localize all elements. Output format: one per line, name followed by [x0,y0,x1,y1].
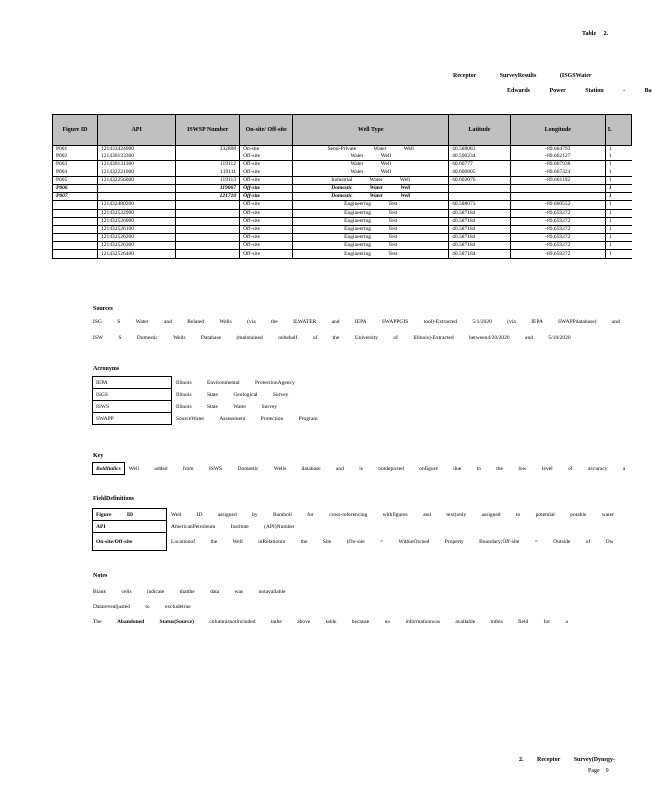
cell-l: 1 [605,193,631,201]
cell-iswsp [176,217,240,225]
cell-api: 121432256000 [97,176,175,184]
cell-figure-id: P007 [53,193,98,201]
cell-iswsp [176,201,240,209]
cell-iswsp [176,234,240,242]
cell-well-type: Engineering Test [293,225,449,233]
key-row: BoldItalics Well added from ISWS Domestic Wells database and is notdepicted onfigure due to the low level of accuracy a [93,463,629,475]
cell-well-type: Water Well [293,169,449,177]
acronyms-heading: Acronyms [93,366,120,372]
cell-api: 121432526200 [97,234,175,242]
sources-heading: Sources [93,306,113,312]
table-row [53,176,632,184]
col-figure-id: Figure ID [53,115,98,146]
cell-latitude: 40.587184 [449,217,511,225]
cell-latitude [449,193,511,201]
col-api: API [97,115,175,146]
cell-iswsp: 119112 [176,161,240,169]
cell-site: Off-site [240,250,293,258]
cell-well-type: Domestic Water Well [293,193,449,201]
cell-longitude [510,193,605,201]
table-row [53,146,632,154]
notes-line-1: Blank cells indicate thatthe data was notavailable [93,589,286,595]
cell-l: 1 [605,250,631,258]
col-iswsp: ISWSP Number [176,115,240,146]
cell-site: Off-site [240,242,293,250]
cell-iswsp [176,242,240,250]
cell-l: 1 [605,217,631,225]
table-row [53,242,632,250]
cell-l: 1 [605,234,631,242]
table-row [53,193,632,201]
cell-latitude: 40.60777 [449,161,511,169]
table-label: Table 2. [582,31,609,37]
cell-l: 1 [605,201,631,209]
cell-l: 1 [605,176,631,184]
cell-well-type: Engineering Test [293,209,449,217]
table-header-row [53,115,632,146]
cell-latitude: 40.588073 [449,201,511,209]
sources-line-1: ISG S Water and Related Wells (via the ILWATER and IEPA SWAPPGIS tool)-Extracted 5/1/2020 (via IEPA SWAPPdatabase) and [93,319,620,325]
cell-iswsp: 119113 [176,176,240,184]
definition-row: On-site/Off-site Locationof the Well inRelationto the Site (On-site = WithinOwned Property Boundary;Off-site = Outside of Ow [93,533,618,551]
table-row [53,250,632,258]
cell-figure-id [53,217,98,225]
cell-l: 1 [605,225,631,233]
cell-api: 121432522900 [97,209,175,217]
cell-l: 1 [605,169,631,177]
cell-l: 1 [605,242,631,250]
cell-longitude: -89.659272 [510,225,605,233]
cell-l: 1 [605,184,631,192]
cell-longitude: -89.659272 [510,250,605,258]
cell-well-type: Industrial Water Well [293,176,449,184]
cell-site: Off-site [240,193,293,201]
cell-api: 121432526000 [97,217,175,225]
cell-iswsp: 332808 [176,146,240,154]
table-row [53,184,632,192]
cell-iswsp: 121710 [176,193,240,201]
cell-latitude: 40.587184 [449,242,511,250]
cell-figure-id [53,242,98,250]
cell-site: On-site [240,146,293,154]
cell-site: Off-site [240,209,293,217]
cell-figure-id [53,201,98,209]
cell-figure-id: P005 [53,176,98,184]
cell-l: 1 [605,146,631,154]
table-row [53,161,632,169]
key-table [92,462,628,475]
cell-site: Off-site [240,201,293,209]
acronym-row: SWAPP SourceWater Assessment Protection Program [93,413,321,425]
cell-site: Off-site [240,225,293,233]
cell-figure-id: P004 [53,169,98,177]
cell-longitude: -89.661192 [510,176,605,184]
cell-latitude: 40.587184 [449,234,511,242]
cell-longitude: -89.664793 [510,146,605,154]
footer-line-1: 2. Receptor Survey(Dynegy- [519,757,616,763]
cell-longitude [510,184,605,192]
cell-api: 121432480200 [97,201,175,209]
cell-well-type: Engineering Test [293,201,449,209]
page-number: Page 9 [588,768,609,774]
key-heading: Key [93,453,104,459]
cell-iswsp: 119067 [176,184,240,192]
title-line-2: Edwards Power Station - Ba [507,88,652,94]
cell-api: 121430133300 [97,153,175,161]
cell-well-type: Domestic Water Well [293,184,449,192]
acronym-row: IEPA Illinois Environmental ProtectionAgency [93,377,321,389]
cell-latitude: 40.600805 [449,169,511,177]
cell-latitude: 40.587184 [449,209,511,217]
table-row [53,169,632,177]
table-row [53,217,632,225]
cell-figure-id [53,250,98,258]
cell-well-type: Engineering Test [293,242,449,250]
field-definitions-heading: FieldDefinitions [93,496,135,502]
notes-heading: Notes [93,573,108,579]
col-longitude: Longitude [510,115,605,146]
cell-latitude: 40.602076 [449,176,511,184]
cell-longitude: -89.659272 [510,234,605,242]
cell-iswsp [176,225,240,233]
definition-row: API AmericanPetroleum Institute (API)Number [93,521,618,533]
table-row [53,201,632,209]
table-row [53,153,632,161]
cell-site: Off-site [240,153,293,161]
cell-latitude: 40.587184 [449,225,511,233]
cell-well-type: Semi-Private Water Well [293,146,449,154]
cell-iswsp: 119111 [176,169,240,177]
field-definitions-table [92,508,618,551]
cell-well-type: Water Well [293,153,449,161]
cell-api: 121432221000 [97,169,175,177]
table-row [53,234,632,242]
cell-api: 121430131300 [97,161,175,169]
receptor-survey-table [52,114,632,259]
cell-iswsp [176,153,240,161]
cell-api: 121432526400 [97,250,175,258]
cell-site: Off-site [240,234,293,242]
cell-site: Off-site [240,217,293,225]
cell-longitude: -89.667324 [510,169,605,177]
cell-well-type: Engineering Test [293,234,449,242]
cell-site: Off-site [240,169,293,177]
cell-figure-id: P003 [53,161,98,169]
cell-l: 1 [605,153,631,161]
col-l: L [605,115,631,146]
cell-iswsp [176,250,240,258]
cell-api: 121432526100 [97,225,175,233]
table-row [53,209,632,217]
cell-api [97,193,175,201]
cell-figure-id [53,209,98,217]
cell-site: Off-site [240,176,293,184]
cell-api: 121432526300 [97,242,175,250]
cell-longitude: -89.659272 [510,209,605,217]
cell-site: Off-site [240,161,293,169]
cell-longitude: -89.667938 [510,161,605,169]
cell-iswsp [176,209,240,217]
cell-figure-id [53,225,98,233]
cell-well-type: Engineering Test [293,217,449,225]
cell-longitude: -89.659272 [510,242,605,250]
cell-latitude: 40.590234 [449,153,511,161]
col-well-type: Well Type [293,115,449,146]
acronym-row: ISWS Illinois State Water Survey [93,401,321,413]
cell-well-type: Water Well [293,161,449,169]
col-latitude: Latitude [449,115,511,146]
cell-l: 1 [605,161,631,169]
cell-figure-id: P006 [53,184,98,192]
cell-figure-id: P002 [53,153,98,161]
cell-longitude: -89.659272 [510,217,605,225]
cell-site: Off-site [240,184,293,192]
notes-line-3: The Abandoned Status(Source) columnisnotincluded inthe above table because no informationwas available inthis field for a [93,619,568,625]
acronyms-table [92,376,321,425]
cell-longitude: -89.662127 [510,153,605,161]
notes-line-2: Datarevealjusted to excludetrue [93,604,191,610]
cell-latitude: 40.587184 [449,250,511,258]
cell-l: 1 [605,209,631,217]
cell-figure-id: P001 [53,146,98,154]
definition-row: Figure ID Well ID assigned by Ramboll for cross-referencing withfigures and text(only assigned to potential potable water [93,509,618,521]
title-line-1: Receptor SurveyResults (ISGSWater [453,73,592,79]
cell-figure-id [53,234,98,242]
table-row [53,225,632,233]
cell-api [97,184,175,192]
cell-well-type: Engineering Test [293,250,449,258]
cell-longitude: -89.660552 [510,201,605,209]
cell-latitude: 40.588081 [449,146,511,154]
acronym-row: ISGS Illinois State Geological Survey [93,389,321,401]
col-site: On-site/ Off-site [240,115,293,146]
sources-line-2: ISW S Domestic Wells Database (maintained onbehalf of the University of Illinois)-Extracted between4/20/2020 and 5/18/2020 [93,335,571,341]
cell-latitude [449,184,511,192]
cell-api: 121433424000 [97,146,175,154]
